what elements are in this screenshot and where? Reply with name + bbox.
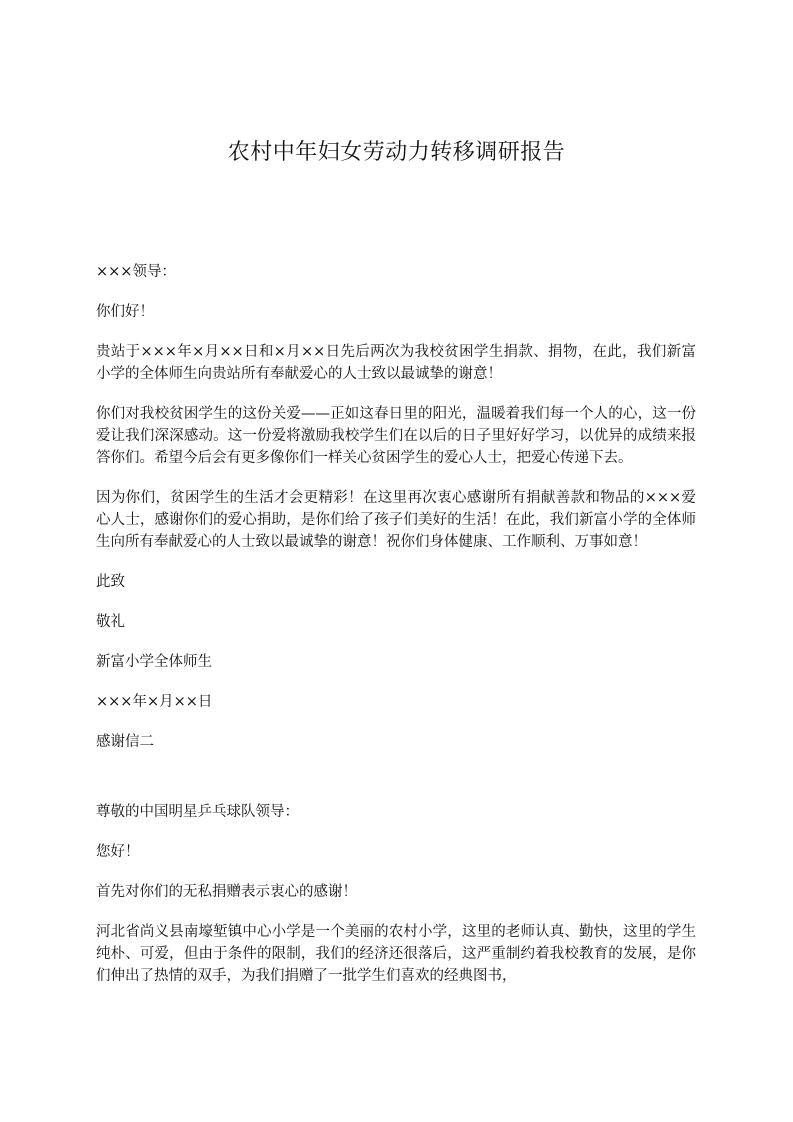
letter1-paragraph-2: 你们对我校贫困学生的这份关爱——正如这春日里的阳光，温暖着我们每一个人的心，这一份爱让我们深深感动。这一份爱将激励我校学生们在以后的日子里好好学习，以优异的成绩来报答你们。希望今后会有更多像你们一样关心贫困学生的爱心人士，把爱心传递下去。 — [96, 406, 696, 466]
letter1-paragraph-3: 因为你们，贫困学生的生活才会更精彩！在这里再次衷心感谢所有捐献善款和物品的×××爱心人士，感谢你们的爱心捐助，是你们给了孩子们美好的生活！在此，我们新富小学的全体师生向所有奉献爱心的人士致以最诚挚的谢意！祝你们身体健康、工作顺利、万事如意！ — [96, 490, 696, 550]
letter1-greeting: 你们好！ — [96, 304, 154, 320]
page-title: 农村中年妇女劳动力转移调研报告 — [227, 140, 566, 165]
letter1-salutation: ×××领导： — [96, 264, 176, 280]
letter2-greeting: 您好！ — [96, 844, 140, 860]
letter1-paragraph-1: 贵站于×××年×月××日和×月××日先后两次为我校贫困学生捐款、捐物，在此，我们新富小学的全体师生向贵站所有奉献爱心的人士致以最诚挚的谢意！ — [96, 344, 696, 382]
letter2-salutation: 尊敬的中国明星乒乓球队领导： — [96, 804, 299, 820]
letter1-closing-2: 敬礼 — [96, 614, 125, 630]
letter1-date: ×××年×月××日 — [96, 694, 213, 710]
letter1-closing-1: 此致 — [96, 574, 125, 590]
letter2-paragraph-2: 河北省尚义县南壕堑镇中心小学是一个美丽的农村小学，这里的老师认真、勤快，这里的学生纯朴、可爱，但由于条件的限制，我们的经济还很落后，这严重制约着我校教育的发展，是你们伸出了热情的双手，为我们捐赠了一批学生们喜欢的经典图书， — [96, 924, 696, 984]
document-body — [96, 261, 696, 1005]
section-spacer — [96, 771, 696, 801]
letter1-signature: 新富小学全体师生 — [96, 654, 212, 670]
letter2-paragraph-1: 首先对你们的无私捐赠表示衷心的感谢！ — [96, 884, 357, 900]
section-heading: 感谢信二 — [96, 734, 154, 750]
